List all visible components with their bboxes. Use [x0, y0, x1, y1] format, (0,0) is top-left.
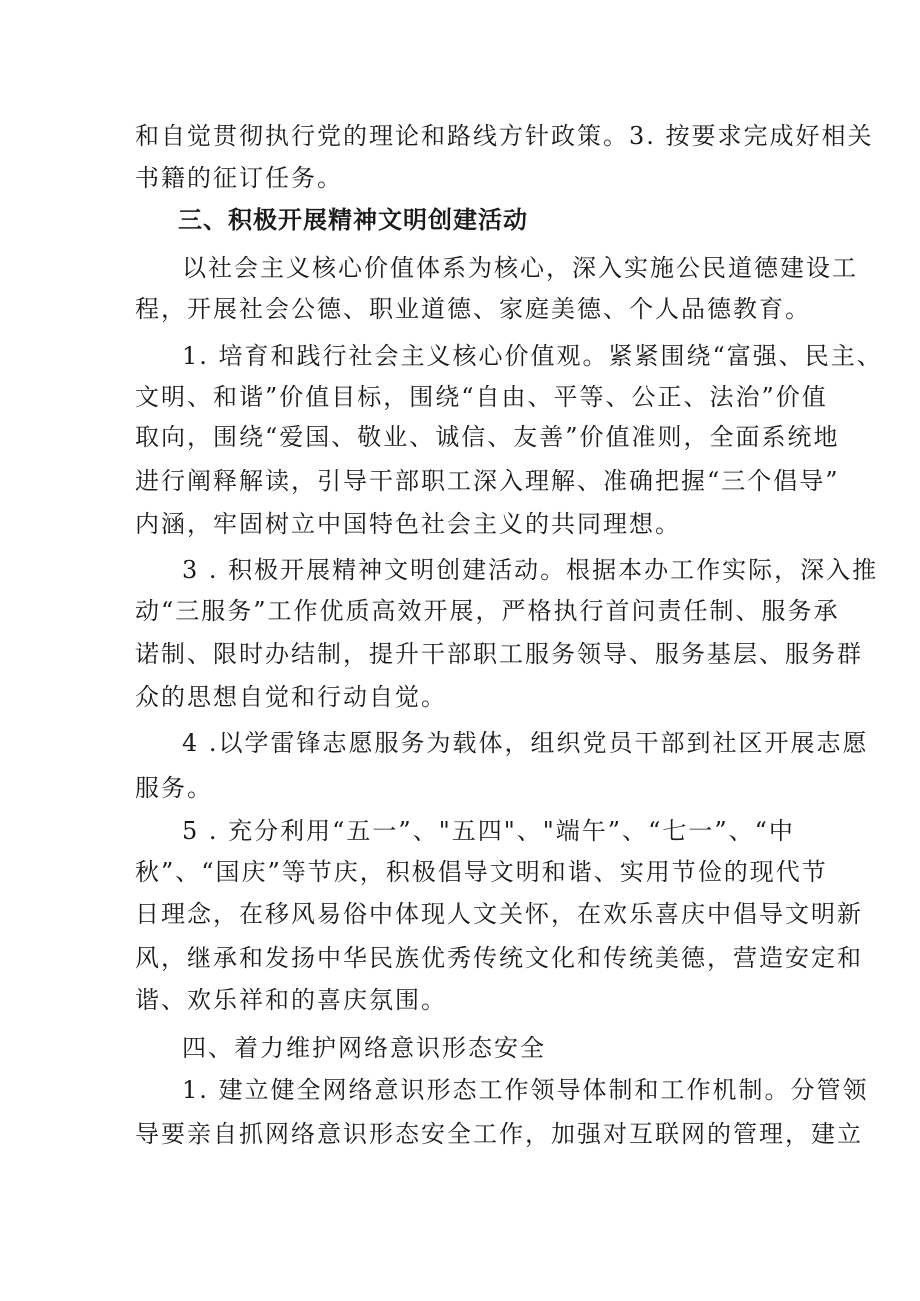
paragraph-start: 5 . 充分利用“五一”、"五四"、"端午”、“七一”、“中 — [182, 817, 795, 845]
paragraph-start: 1. 培育和践行社会主义核心价值观。紧紧围绕“富强、民主、 — [182, 342, 883, 370]
section-heading-4: 四、着力维护网络意识形态安全 — [182, 1034, 546, 1062]
text-line: 导要亲自抓网络意识形态安全工作，加强对互联网的管理，建立 — [135, 1120, 863, 1148]
paragraph-start: 以社会主义核心价值体系为核心，深入实施公民道德建设工 — [182, 254, 858, 282]
section-heading-3: 三、积极开展精神文明创建活动 — [178, 206, 528, 234]
paragraph-start: 1. 建立健全网络意识形态工作领导体制和工作机制。分管领 — [182, 1076, 869, 1104]
text-line: 书籍的征订任务。 — [135, 164, 343, 192]
text-line: 秋”、“国庆”等节庆，积极倡导文明和谐、实用节俭的现代节 — [135, 858, 828, 886]
text-line: 风，继承和发扬中华民族优秀传统文化和传统美德，营造安定和 — [135, 944, 863, 972]
paragraph-start: 4 .以学雷锋志愿服务为载体，组织党员干部到社区开展志愿 — [182, 729, 869, 757]
text-line: 服务。 — [135, 774, 213, 802]
text-line: 程，开展社会公德、职业道德、家庭美德、个人品德教育。 — [135, 295, 811, 323]
text-line: 日理念，在移风易俗中体现人文关怀，在欢乐喜庆中倡导文明新 — [135, 900, 863, 928]
text-line: 内涵，牢固树立中国特色社会主义的共同理想。 — [135, 510, 681, 538]
text-line: 取向，围绕“爱国、敬业、诚信、友善”价值准则，全面系统地 — [135, 423, 840, 451]
text-line: 动“三服务”工作优质高效开展，严格执行首问责任制、服务承 — [135, 597, 840, 625]
text-line: 谐、欢乐祥和的喜庆氛围。 — [135, 986, 447, 1014]
text-line: 诺制、限时办结制，提升干部职工服务领导、服务基层、服务群 — [135, 640, 863, 668]
text-line: 文明、和谐”价值目标，围绕“自由、平等、公正、法治”价值 — [135, 383, 828, 411]
text-line: 和自觉贯彻执行党的理论和路线方针政策。3. 按要求完成好相关 — [135, 122, 874, 150]
paragraph-start: 3 . 积极开展精神文明创建活动。根据本办工作实际，深入推 — [182, 556, 879, 584]
text-line: 众的思想自觉和行动自觉。 — [135, 683, 447, 711]
text-line: 进行阐释解读，引导干部职工深入理解、准确把握“三个倡导” — [135, 467, 840, 495]
